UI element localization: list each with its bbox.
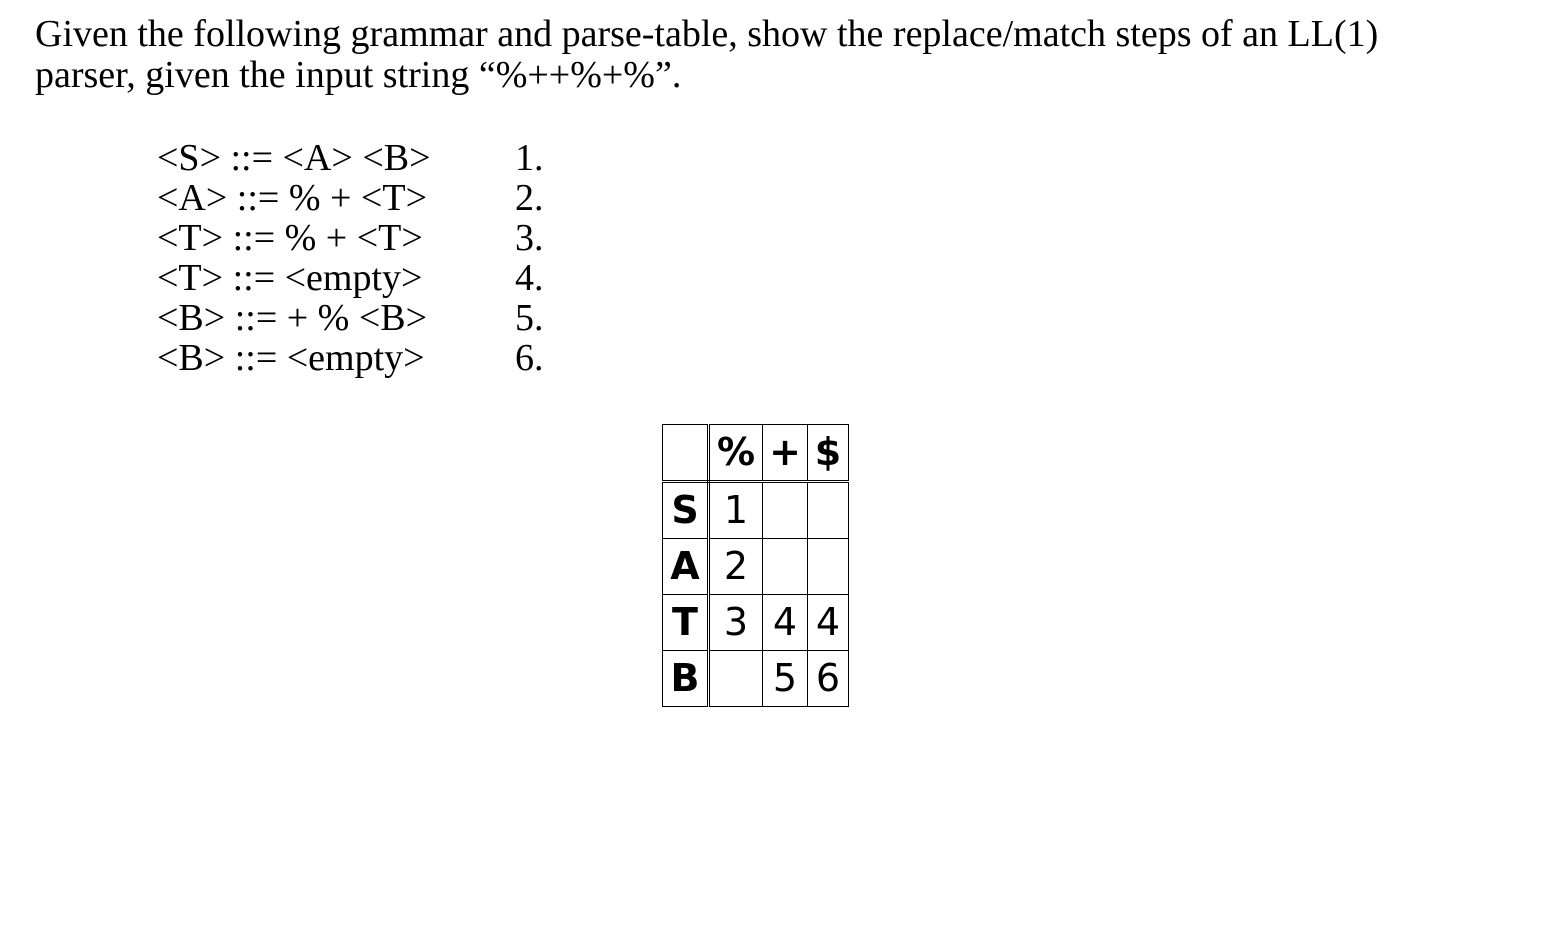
rule-production: <S> ::= <A> <B> — [157, 137, 431, 179]
table-row — [663, 482, 849, 539]
rule-number: 1. — [515, 137, 544, 179]
table-cell — [763, 482, 808, 539]
column-header: + — [763, 425, 808, 482]
rule-number: 5. — [515, 297, 544, 339]
table-cell: 1 — [709, 482, 763, 539]
table-cell: 3 — [709, 595, 763, 651]
grammar-rule — [157, 178, 575, 218]
column-header: $ — [808, 425, 849, 482]
table-cell: 4 — [763, 595, 808, 651]
table-cell — [709, 651, 763, 707]
table-cell — [808, 482, 849, 539]
question-line-1: Given the following grammar and parse-table, show the replace/match steps of an LL(1) — [35, 13, 1379, 55]
rule-number: 3. — [515, 217, 544, 259]
rule-number: 4. — [515, 257, 544, 299]
rule-production: <A> ::= % + <T> — [157, 177, 428, 219]
rule-production: <B> ::= + % <B> — [157, 297, 428, 339]
parse-table — [662, 424, 849, 707]
row-header: A — [663, 539, 709, 595]
table-corner-cell — [663, 425, 709, 482]
table-cell: 6 — [808, 651, 849, 707]
rule-production: <T> ::= <empty> — [157, 257, 423, 299]
rule-production: <B> ::= <empty> — [157, 337, 425, 379]
table-cell: 4 — [808, 595, 849, 651]
question-line-2: parser, given the input string “%++%+%”. — [35, 54, 682, 96]
table-row — [663, 539, 849, 595]
question-text — [35, 14, 1535, 96]
grammar-rule — [157, 138, 575, 178]
table-row — [663, 595, 849, 651]
row-header: S — [663, 482, 709, 539]
grammar-rules — [157, 138, 575, 378]
grammar-rule — [157, 338, 575, 378]
table-cell — [763, 539, 808, 595]
rule-number: 2. — [515, 177, 544, 219]
grammar-rule — [157, 298, 575, 338]
rule-production: <T> ::= % + <T> — [157, 217, 423, 259]
table-row — [663, 651, 849, 707]
table-cell: 5 — [763, 651, 808, 707]
table-cell — [808, 539, 849, 595]
row-header: T — [663, 595, 709, 651]
grammar-rule — [157, 218, 575, 258]
rule-number: 6. — [515, 337, 544, 379]
grammar-rule — [157, 258, 575, 298]
table-cell: 2 — [709, 539, 763, 595]
row-header: B — [663, 651, 709, 707]
column-header: % — [709, 425, 763, 482]
table-header-row — [663, 425, 849, 482]
